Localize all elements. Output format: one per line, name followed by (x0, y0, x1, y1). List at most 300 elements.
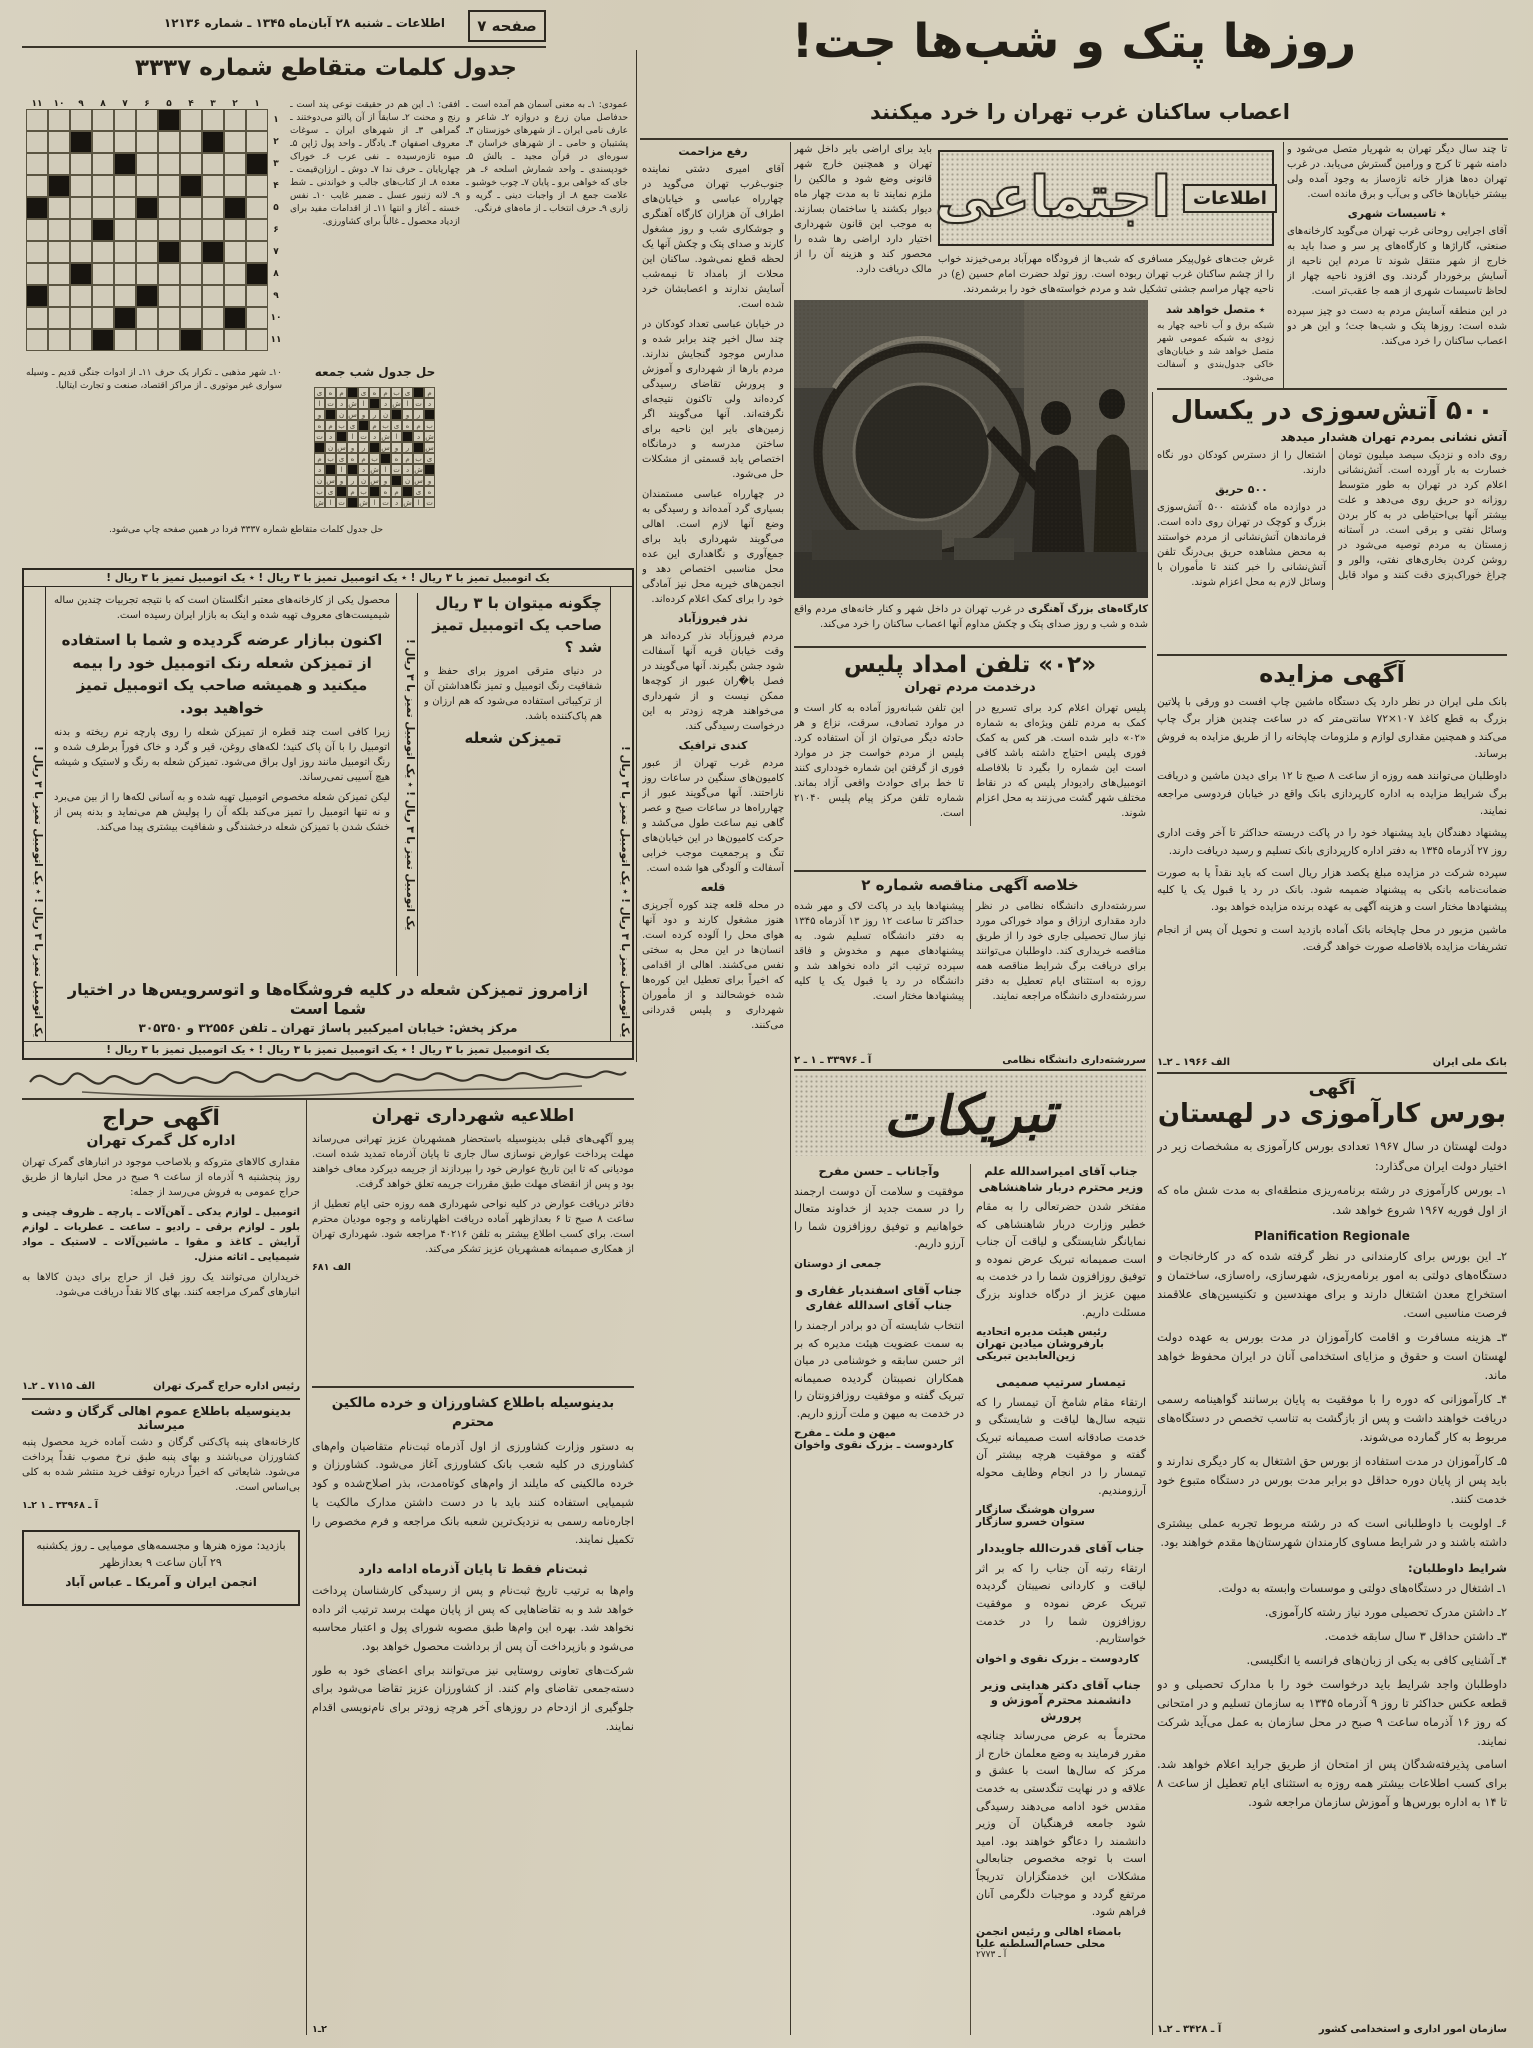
divider (22, 1398, 300, 1400)
fire-headline: ۵۰۰ آتش‌سوزی در یکسال (1170, 396, 1494, 426)
crossword-cell (347, 497, 358, 508)
crossword-cell (180, 285, 202, 307)
crossword-cell (114, 263, 136, 285)
crossword-cell (180, 263, 202, 285)
crossword-col-number: ۹ (78, 99, 84, 109)
crossword-cell: و (391, 442, 402, 453)
crossword-cell (224, 241, 246, 263)
paragraph: خریداران می‌توانند یک روز قبل از حراج برای دیدن کالاها به انبارهای گمرک مراجعه کنند. بهای کالا نقداً دریافت می‌شود. (22, 1272, 300, 1298)
ad-content (46, 587, 610, 1041)
crossword-cell (92, 329, 114, 351)
customs-footer (22, 1381, 300, 1392)
crossword-cell (413, 387, 424, 398)
police-headline: «۰۲» تلفن امداد پلیس (843, 652, 1097, 678)
crossword-cell: ی (314, 387, 325, 398)
crossword-row-number: ۵ (273, 203, 279, 213)
crossword-cell (114, 175, 136, 197)
crossword-cell (26, 263, 48, 285)
crossword-cell: ا (369, 497, 380, 508)
right-rail-notes (1287, 142, 1507, 388)
fire-lead: آتش نشانی بمردم تهران هشدار میدهد (1280, 430, 1507, 444)
poland-scholarship-ad (1157, 1078, 1507, 2035)
crossword-cell: ه (347, 453, 358, 464)
crossword-cell: ا (358, 398, 369, 409)
crossword-col-number: ۱۱ (31, 99, 43, 109)
crossword-cell (92, 285, 114, 307)
message-signature: رئیس هیئت مدیره اتحادیه بارفروشان میادین تهران (976, 1326, 1108, 1351)
crossword-cell (48, 263, 70, 285)
main-headline: روزها پتک و شب‌ها جت! (791, 14, 1357, 69)
crossword-cell: م (358, 453, 369, 464)
paragraph: در دوازده ماه گذشته ۵۰۰ آتش‌سوزی بزرگ و کوچک در تهران روی داده است. فرماندهان آتش‌نشانی از مردم خواستند به محض مشاهده حریق بی‌درنگ تلفن آتش‌نشانی را خبر کنند تا مأموران با وسائل لازم به محل اعزام شوند. (1157, 502, 1326, 588)
crossword-cell (202, 329, 224, 351)
paragraph: باید برای اراضی بایر داخل شهر تهران و همچنین خارج شهر قانونی وضع شود و مالکین را ملزم نمایند تا به مدت چهار ماه دیوار بکشند یا ساختمان بسازند. به موجب این قانون شهرداری اختیار دارد اراضی رها شده را محصور کند و هزینه آن را از مالک دریافت دارد. (794, 144, 932, 275)
police-body (794, 701, 1146, 826)
car-wash-ad (22, 568, 634, 1060)
tabrikat-messages (794, 1164, 1146, 2035)
crossword-cell (325, 464, 336, 475)
crossword-cell (369, 398, 380, 409)
crossword-cell (158, 175, 180, 197)
customs-subhead: اداره کل گمرک تهران (86, 1133, 236, 1149)
crossword-cell (224, 131, 246, 153)
paragraph: پیشنهادها باید در پاکت لاک و مهر شده حداکثر تا ساعت ۱۲ روز ۱۳ آذرماه ۱۳۴۵ به دفتر دانشگاه تسلیم شود. به پیشنهادهای مبهم و مخدوش و فاقد سپرده ترتیب اثر داده نخواهد شد و دانشگاه در رد یا قبول یک یا کلیه پیشنهادها مختار است. (794, 901, 965, 1002)
paragraph: داوطلبان می‌توانند همه روزه از ساعت ۸ صبح تا ۱۲ برای دیدن ماشین و دریافت برگ شرایط مزایده به اداره کارپردازی بانک واقع در خیابان فردوسی مراجعه نمایند. (1157, 770, 1507, 817)
message-recipient: جناب آقای امیراسدالله علم وزیر محترم دربار شاهنشاهی (978, 1164, 1144, 1194)
crossword-cell: ن (336, 409, 347, 420)
crossword-cell (92, 109, 114, 131)
crossword-cell: ا (402, 398, 413, 409)
logo-ettelaat-text: اطلاعات (1183, 184, 1277, 213)
crossword-cell (136, 153, 158, 175)
divider (1157, 654, 1507, 656)
crossword-cell (180, 219, 202, 241)
crossword-col-number: ۱ (254, 99, 260, 109)
crossword-cell: م (413, 420, 424, 431)
message-recipient: جناب آقای اسفندیار غفاری و جناب آقای اسدالله غفاری (795, 1282, 963, 1313)
tender-signature: سررشته‌داری دانشگاه نظامی (1002, 1055, 1146, 1066)
crossword-cell: ت (336, 497, 347, 508)
customs-headline: آگهی حراج (102, 1106, 220, 1131)
crossword-cell (369, 442, 380, 453)
paragraph: آقای امیری دشتی نماینده جنوب‌غرب تهران می‌گوید در چهارراه عباسی و خیابان‌های اطراف آن هزاران کارگاه آهنگری و جوشکاری شب و روز مشغول کارند و صدای پتک و چکش آنها یک لحظه قطع نمی‌شود. ساکنان این محلات از بامداد تا نیمه‌شب آسایش ندارند و اعصابشان خرد شده است. (642, 164, 784, 310)
divider (794, 870, 1146, 872)
message-recipient: وآجاناب ـ حسن مفرح (818, 1164, 940, 1178)
crossword-cell: س (348, 410, 357, 419)
tender-ref: آ ـ ۳۳۹۷۶ ـ ۱ ـ ۲ (794, 1055, 872, 1066)
divider (22, 46, 546, 48)
crossword-cell: س (414, 476, 423, 485)
crossword-cell: ش (414, 465, 423, 474)
conditions-heading: شرایط داوطلبان: (1408, 1560, 1507, 1575)
crossword-cell (424, 464, 435, 475)
tender-notice (794, 876, 1146, 1066)
logo-ejtemai-text: اجتماعی (935, 165, 1171, 230)
ad-right-column (424, 593, 602, 976)
crossword-cell: و (424, 475, 435, 486)
paragraph: سررشته‌داری دانشگاه نظامی در نظر دارد مقداری ارزاق و مواد خوراکی مورد نیاز سال تحصیلی جاری خود را از طریق مناقصه خریداری کند. داوطلبان می‌توانند برای دریافت برگ شرایط مناقصه همه روزه به استثنای ایام تعطیل به دفتر سررشته‌داری دانشگاه مراجعه نمایند. (976, 901, 1146, 1002)
ad-footer-line: ازامروز تمیزکن شعله در کلیه فروشگاه‌ها و اتوسرویس‌ها در اختیار شما است (67, 980, 589, 1018)
photo-caption-rest: در غرب تهران در داخل شهر و کنار خانه‌های مردم واقع شده و شب و روز صدای پتک و چکش مداوم آنها اعصاب ساکنان را خرد می‌کند. (794, 604, 1148, 630)
message-signature: زین‌العابدین تبریکی (976, 1350, 1076, 1363)
crossword-cell (246, 197, 268, 219)
ad-center-claim: اکنون ببازار عرضه گردیده و شما با استفاده از تمیزکن شعله رنک اتومبیل خود را بیمه میکنید و همیشه صاحب یک اتومبیل تمیز خواهید بود. (61, 631, 383, 717)
crossword-cell (391, 475, 402, 486)
crossword-cell (224, 263, 246, 285)
crossword-cell (48, 109, 70, 131)
crossword-cell: ا (380, 464, 391, 475)
crossword-cell (202, 197, 224, 219)
crossword-cell (70, 131, 92, 153)
crossword-cell (224, 219, 246, 241)
ad-title: چگونه میتوان با ۳ ریال صاحب یک اتومبیل تمیز شد ؟ (432, 594, 602, 656)
crossword-cell (158, 109, 180, 131)
crossword-cell (180, 153, 202, 175)
crossword-cell (224, 197, 246, 219)
crossword-cell: ه (391, 453, 402, 464)
crossword-cell: ا (314, 398, 325, 409)
divider (1152, 392, 1153, 2035)
crossword-down-clues (466, 99, 628, 563)
crossword-cell (114, 153, 136, 175)
paragraph: وام‌ها به ترتیب تاریخ ثبت‌نام و پس از رسیدگی کارشناسان پرداخت خواهد شد و به تقاضاهایی که پس از پایان مهلت برسد ترتیب اثر داده نخواهد شد. بهره این وام‌ها طبق مصوبه شورای پول و اعتبار محاسبه می‌شود و بازپرداخت آن پس از برداشت محصول خواهد بود. (312, 1583, 634, 1653)
tabrikat-message (976, 1541, 1146, 1664)
crossword-cell (92, 175, 114, 197)
crossword-cell (26, 153, 48, 175)
crossword-cell (180, 329, 202, 351)
visit-announcement-box (22, 1530, 300, 1606)
tender-headline: خلاصه آگهی مناقصه شماره ۲ (861, 876, 1079, 894)
crossword-row-number: ۱ (273, 115, 279, 125)
crossword-cell (424, 409, 435, 420)
message-recipient: تیمسار سرتیپ صمیمی (996, 1375, 1126, 1390)
crossword-cell: ا (347, 431, 358, 442)
crossword-cell: ی (336, 453, 347, 464)
crossword-cell: ن (325, 442, 336, 453)
crossword-cell: ب (413, 453, 424, 464)
message-body: ارتقاء رتبه آن جناب را که بر اثر لیاقت و کاردانی نصیبتان گردیده تبریک عرض نموده و موفقیت روزافزون شما را در خدمت خواستاریم. (976, 1561, 1146, 1646)
crossword-cell: ب (380, 420, 391, 431)
crossword-cell: د (380, 398, 391, 409)
crossword-cell (202, 109, 224, 131)
poland-items (1157, 1247, 1507, 1557)
lead-article-column (642, 142, 784, 1054)
paragraph: روی داده و نزدیک سیصد میلیون تومان خسارت به بار آورده است. آتش‌نشانی اعلام کرد در تهران به طور متوسط روزانه دو حریق روی می‌دهد و علت بیشتر آنها بی‌احتیاطی در به کار بردن وسائل نفتی و برقی است. در آستانه زمستان به مردم توصیه می‌شود در روشن کردن بخاری‌های نفتی، والور و چراغ خوراک‌پزی دقت کنند و مواد قابل اشتعال را از دسترس کودکان دور نگاه دارند. (1157, 450, 1507, 581)
municipality-notice (312, 1106, 634, 1382)
news-photo (794, 300, 1148, 598)
divider (794, 1069, 1146, 1071)
message-signature: ستوان خسرو سازگار (976, 1516, 1085, 1529)
crossword-cell: ت (380, 497, 391, 508)
paragraph: داوطلبان واجد شرایط باید درخواست خود را با مدارک تحصیلی و دو قطعه عکس حداکثر تا روز ۹ آذرماه ۱۳۴۵ به سازمان تسلیم و در امتحانی که روز ۱۶ آذرماه ساعت ۹ صبح در محل سازمان به عمل می‌آید شرکت نمایند. (1157, 1676, 1507, 1748)
crossword-cell: ب (358, 486, 369, 497)
latin-term: Planification Regionale (1254, 1229, 1410, 1244)
crossword-cell (26, 175, 48, 197)
crossword-cell (26, 219, 48, 241)
crossword-cell (202, 219, 224, 241)
crossword-cell: ا (413, 497, 424, 508)
crossword-row-number: ۱۱ (270, 335, 282, 345)
crossword-col-number: ۷ (122, 99, 128, 109)
paragraph: ۴ـ کارآموزانی که دوره را با موفقیت به پایان برسانند گواهینامه رسمی دریافت خواهند داشت و پس از بازگشت به تناسب تخصص در دستگاه‌های مربوط به کار گمارده می‌شوند. (1157, 1391, 1507, 1444)
fire-body (1157, 448, 1507, 590)
crossword-cell (369, 486, 380, 497)
crossword-cell: س (337, 443, 346, 452)
solution-grid (314, 387, 435, 508)
message-recipient: جناب آقای دکتر هدایتی وزیر دانشمند محترم آموزش و پرورش (980, 1677, 1142, 1723)
crossword-cell: ش (359, 498, 368, 507)
crossword-cell: ب (336, 420, 347, 431)
crossword-cell (70, 175, 92, 197)
crossword-cell: ر (402, 442, 413, 453)
crossword-cell (380, 453, 391, 464)
ad-border-right: یک اتومبیل تمیز با ۳ ریال ! ٭ یک اتومبیل تمیز با ۳ ریال ! (610, 587, 632, 1041)
crossword-cell (26, 307, 48, 329)
crossword-col-number: ۳ (210, 99, 216, 109)
crossword-cell: م (336, 387, 347, 398)
divider (312, 1386, 634, 1388)
solution-label: حل جدول شب جمعه (314, 365, 436, 379)
crossword-cell (136, 109, 158, 131)
divider (306, 1100, 307, 2035)
crossword-cell: د (402, 464, 413, 475)
crossword-cell (202, 175, 224, 197)
auction-footer (1157, 1057, 1507, 1068)
crossword-cell (114, 131, 136, 153)
crossword-cell (136, 263, 158, 285)
ad-columns (54, 593, 602, 976)
crossword-cell (158, 241, 180, 263)
congratulations-title: تبریکات (882, 1080, 1058, 1150)
crossword-cell (347, 387, 358, 398)
crossword-cell: د (424, 398, 435, 409)
handwritten-scrawl (22, 1058, 634, 1098)
crossword-cell (26, 197, 48, 219)
poland-signature: سازمان امور اداری و استخدامی کشور (1318, 2024, 1507, 2035)
crossword-cell (202, 153, 224, 175)
crossword-cell (70, 307, 92, 329)
paragraph: به دستور وزارت کشاورزی از اول آذرماه ثبت‌نام متقاضیان وام‌های کشاورزی در کلیه شعب بانک کشاورزی آغاز می‌شود. کشاورزان و خرده مالکینی که مایلند از وام‌های کوتاه‌مدت، بذر اصلاح‌شده و کود شیمیایی استفاده کنند باید با در دست داشتن مدارک مالکیت یا اجاره‌نامه رسمی به نزدیک‌ترین شعبه بانک مراجعه و فرم مخصوص را تکمیل نمایند. (312, 1439, 634, 1547)
crossword-cell (136, 175, 158, 197)
crossword-cell: م (391, 486, 402, 497)
crossword-cell: ا (336, 464, 347, 475)
crossword-cell: ه (369, 387, 380, 398)
crossword-cell: ی (402, 387, 413, 398)
crossword-cell (136, 131, 158, 153)
auction-signature: بانک ملی ایران (1432, 1057, 1507, 1068)
paragraph: ۶ـ اولویت با داوطلبانی است که در رشته مربوط تجربه عملی بیشتری داشته باشند و در شرایط مساوی کارمندان شهرستان‌ها مقدم خواهند بود. (1157, 1515, 1507, 1549)
fire-article (1157, 396, 1507, 650)
crossword-cell (136, 197, 158, 219)
crossword-cell: ر (369, 409, 380, 420)
poland-ref: آ ـ ۳۴۲۸ ـ ۲ـ۱ (1157, 2024, 1222, 2035)
crossword-cell (70, 285, 92, 307)
crossword-cell (180, 197, 202, 219)
crossword-cell: ب (424, 420, 435, 431)
poland-closing (1157, 1675, 1507, 1818)
crossword-cell: د (325, 431, 336, 442)
crossword-cell: ن (380, 409, 391, 420)
farmers-notice (312, 1394, 634, 2035)
crossword-cell: ا (325, 497, 336, 508)
crossword-cell (70, 197, 92, 219)
crossword-cell: ی (424, 453, 435, 464)
crossword-cell: ر (413, 409, 424, 420)
farmers-ref: ۲ـ۱ (312, 2024, 327, 2035)
crossword-cell (92, 219, 114, 241)
crossword-cell (224, 285, 246, 307)
crossword-cell (136, 329, 158, 351)
crossword-row-number: ۳ (273, 159, 279, 169)
paragraph: شبکه برق و آب ناحیه چهار به زودی به شبکه عمومی شهر متصل خواهد شد و خیابان‌های خاکی جدول‌بندی و آسفالت می‌شود. (1157, 321, 1274, 384)
crossword-cell (224, 329, 246, 351)
paragraph: پیشنهاد دهندگان باید پیشنهاد خود را در پاکت دربسته حداکثر تا آخر وقت اداری روز ۲۷ آذرماه ۱۳۴۵ به دفتر اداره کارپردازی بانک تسلیم و رسید دریافت دارند. (1157, 827, 1507, 857)
farmers-mid-line: ثبت‌نام فقط تا پایان آذرماه ادامه دارد (358, 1560, 588, 1576)
crossword-cell (246, 175, 268, 197)
crossword-cell: ی (347, 420, 358, 431)
crossword-cell (26, 329, 48, 351)
crossword-cell: ش (315, 498, 324, 507)
crossword-row-number: ۹ (273, 291, 279, 301)
ad-kicker: آگهی (1308, 1078, 1356, 1099)
crossword-cell: و (336, 475, 347, 486)
crossword-cell: س (425, 443, 434, 452)
crossword-cell: ب (314, 486, 325, 497)
auction-headline: آگهی مزایده (1259, 660, 1405, 688)
crossword-cell: ی (413, 486, 424, 497)
crossword-col-number: ۸ (100, 99, 106, 109)
divider (790, 142, 791, 2035)
crossword-cell: ی (358, 387, 369, 398)
paragraph: مردم غرب تهران از عبور کامیون‌های سنگین در ساعات روز ناراحتند. آنها می‌گویند عبور از چهارراه‌ها در ساعات صبح و عصر گاهی نیم ساعت طول می‌کشد و حرکت کامیون‌ها در این خیابان‌های تنگ و پرجمعیت موجب خرابی آسفالت و آلودگی هوا شده است. (642, 758, 784, 874)
poland-footer (1157, 2024, 1507, 2035)
crossword-cell (70, 219, 92, 241)
lead-article-sidebar (1157, 300, 1274, 388)
crossword-cell (26, 131, 48, 153)
tabrikat-message (794, 1164, 964, 1270)
auction-ref: الف ۱۹۶۶ ـ ۲ـ۱ (1157, 1057, 1231, 1068)
paragraph: شرکت‌های تعاونی روستایی نیز می‌توانند برای اعضای خود به طور دسته‌جمعی تقاضای وام کنند. از کشاورزان عزیز تقاضا می‌شود برای جلوگیری از ازدحام در روزهای آخر هرچه زودتر برای نام‌نویسی اقدام نمایند. (312, 1663, 634, 1733)
crossword-cell: ه (424, 486, 435, 497)
crossword-cell (26, 241, 48, 263)
paragraph: کارخانه‌های پنبه پاک‌کنی گرگان و دشت آماده خرید محصول پنبه کشاورزان می‌باشند و بهای پنبه طبق نرخ مصوب نقداً پرداخت می‌شود. شایعاتی که اخیراً درباره توقف خرید منتشر شده به کلی بی‌اساس است. (22, 1437, 300, 1493)
lead-article-column-2 (794, 142, 932, 294)
crossword-cell (224, 175, 246, 197)
crossword-cell (202, 241, 224, 263)
crossword-cell (92, 263, 114, 285)
paragraph: این تلفن شبانه‌روز آماده به کار است و در موارد تصادف، سرقت، نزاع و هر حادثه دیگر می‌توان از آن استفاده کرد. پلیس از مردم خواست جز در موارد فوری از گرفتن این شماره خودداری کنند تا خط برای حوادث واقعی آزاد بماند. شماره تلفن مرکز پیام پلیس ۲۱۰۴۰ است. (794, 703, 964, 819)
crossword-cell (246, 219, 268, 241)
paragraph: دفاتر دریافت عوارض در کلیه نواحی شهرداری همه روزه حتی ایام تعطیل از ساعت ۸ صبح تا ۶ بعدازظهر آماده دریافت اظهارنامه و وجوه مودیان محترم است. برای کسب اطلاع بیشتر به تلفن ۴۰۲۱۶ مراجعه شود. شهرداری تهران از همکاری صمیمانه همشهریان عزیز تشکر می‌کند. (312, 1199, 634, 1255)
crossword-cell: ب (325, 453, 336, 464)
crossword-cell (136, 285, 158, 307)
crossword-cell (180, 175, 202, 197)
crossword-cell: ه (402, 420, 413, 431)
farmers-headline: بدینوسیله باطلاع کشاورزان و خرده مالکین محترم (331, 1395, 615, 1430)
paragraph: محصول یکی از کارخانه‌های معتبر انگلستان است که با نتیجه تجربیات چندین ساله شیمیست‌های معروف تهیه شده و اینک به بازار ایران رسیده است. (54, 595, 390, 621)
crossword-row-number: ۴ (273, 181, 279, 191)
crossword-cell: ت (358, 431, 369, 442)
crossword-cell: د (314, 464, 325, 475)
crossword-cell (48, 153, 70, 175)
police-article (794, 652, 1146, 866)
crossword-cell (202, 263, 224, 285)
crossword-grid (26, 99, 284, 351)
municipality-ref: الف ۶۸۱ (312, 1262, 351, 1273)
paragraph: اسامی پذیرفته‌شدگان پس از امتحان از طریق جراید اعلام خواهد شد. برای کسب اطلاعات بیشتر همه روزه به استثنای ایام تعطیل از ساعت ۸ تا ۱۴ به اداره بورس‌ها و آموزش سازمان مراجعه شود. (1157, 1757, 1507, 1810)
crossword-cell: د (369, 431, 380, 442)
crossword-cell: ت (325, 398, 336, 409)
crossword-title: جدول کلمات متقاطع شماره ۳۳۳۷ (135, 55, 517, 81)
tabrikat-message (976, 1678, 1146, 1960)
crossword-cell: م (325, 420, 336, 431)
crossword-cell: ن (314, 475, 325, 486)
paragraph: در خیابان عباسی تعداد کودکان در چند سال اخیر چند برابر شده و مدارس موجود گنجایش ندارند. مردم بارها از شهرداری و آموزش و پرورش تقاضای رسیدگی کرده‌اند ولی تاکنون نتیجه‌ای نگرفته‌اند. آنها می‌گویند اگر زمین‌های بایر این ناحیه برای ساختن مدرسه و درمانگاه اختصاص یابد قسمتی از مشکلات حل می‌شود. (642, 319, 784, 480)
crossword-cell (246, 153, 268, 175)
crossword-cell (246, 285, 268, 307)
crossword-cell (202, 307, 224, 329)
crossword-cell (246, 241, 268, 263)
paragraph: لیکن تمیزکن شعله مخصوص اتومبیل تهیه شده و به آسانی لکه‌ها را از بین می‌برد و نه تنها اتومبیل را تمیز می‌کند بلکه آن را پولیش هم می‌نماید و بدنه پس از خشک شدن با تمیزکن شعله درخشندگی و شفافیت بیشتری پیدا می‌کند. (54, 792, 390, 833)
paragraph: ماشین مزبور در محل چاپخانه بانک آماده بازدید است و تحویل آن پس از انجام تشریفات مزایده بلافاصله صورت خواهد گرفت. (1157, 923, 1507, 954)
crossword-cell (158, 131, 180, 153)
crossword-cell (48, 197, 70, 219)
crossword-cell (158, 197, 180, 219)
crossword-row-number: ۱۰ (270, 313, 282, 323)
ad-border-middle: یک اتومبیل تمیز با ۳ ریال ! ٭ یک اتومبیل تمیز با ۳ ریال ! (396, 593, 418, 976)
crossword-col-number: ۲ (232, 99, 238, 109)
paragraph: سپرده شرکت در مزایده مبلغ یکصد هزار ریال است که باید نقداً یا به صورت ضمانت‌نامه بانکی به پیشنهاد ضمیمه شود. بانک در رد یا قبول یک یا کلیه پیشنهادها مختار است و هزینه آگهی به عهده برنده مزایده خواهد بود. (1157, 866, 1507, 914)
crossword-note: حل جدول کلمات متقاطع شماره ۳۳۳۷ فردا در همین صفحه چاپ می‌شود. (108, 525, 384, 535)
auction-notice (1157, 660, 1507, 1068)
crossword-col-number: ۶ (144, 99, 150, 109)
crossword-cell (391, 409, 402, 420)
crossword-cell: ت (413, 398, 424, 409)
tabrikat-message (794, 1283, 964, 1452)
paragraph: غرش جت‌های غول‌پیکر مسافری که شب‌ها از فرودگاه مهرآباد برمی‌خیزند خواب را از چشم ساکنان غرب تهران ربوده است. روز تولد حضرت امام حسین (ع) در ناحیه چهار مراسم جشنی تشکیل شد و مردم خواسته‌های خود را برشمردند. (938, 254, 1274, 295)
paragraph: ۱ـ اشتغال در دستگاه‌های دولتی و موسسات وابسته به دولت. (1218, 1580, 1507, 1595)
crossword-cell (246, 307, 268, 329)
crossword-cell (158, 153, 180, 175)
crossword-cell: ر (347, 475, 358, 486)
crossword-cell (202, 285, 224, 307)
crossword-cell (158, 307, 180, 329)
crossword-cell: ش (403, 498, 412, 507)
crossword-cell: م (424, 387, 435, 398)
crossword-cell (92, 197, 114, 219)
poland-headline: بورس کارآموزی در لهستان (1157, 1099, 1507, 1129)
crossword-cell (136, 219, 158, 241)
paragraph: در این منطقه آسایش مردم به دست دو چیز سپرده شده است: روزها پتک و شب‌ها جت؛ و این هر دو اعصاب ساکنان را خرد می‌کند. (1287, 306, 1507, 347)
crossword-cell (114, 307, 136, 329)
crossword-cell (180, 241, 202, 263)
tender-footer (794, 1055, 1146, 1066)
crossword-cell (48, 241, 70, 263)
product-name: تمیزکن شعله (464, 729, 562, 748)
crossword-cell: ا (391, 431, 402, 442)
message-signature: سروان هوشنگ سازگار (976, 1504, 1095, 1517)
crossword-cell: ر (358, 442, 369, 453)
photo-caption (794, 602, 1148, 644)
crossword-cell (224, 153, 246, 175)
paragraph: ۲ـ این بورس برای کارمندانی در نظر گرفته شده که در کارخانجات و دستگاه‌های دولتی به امور برنامه‌ریزی، شهرسازی، راه‌سازی، ساختمان و استخراج معدن اشتغال دارند و برای مهندسین و تکنیسین‌های علاقمند فرصت مناسبی است. (1157, 1249, 1507, 1321)
crossword-cell (136, 307, 158, 329)
crossword-cell (413, 442, 424, 453)
crossword-cell: و (402, 409, 413, 420)
message-body: موفقیت و سلامت آن دوست ارجمند را در سمت جدید از خداوند متعال خواهانیم و توفیق روزافزون شما را آرزو داریم. (794, 1184, 964, 1251)
paragraph: مقداری کالاهای متروکه و بلاصاحب موجود در انبارهای گمرک تهران روز پنجشنبه ۹ آذرماه از ساعت ۹ صبح در محل انبارها از طریق حراج عمومی به فروش می‌رسد از جمله: (22, 1157, 300, 1198)
paragraph: در دنیای مترقی امروز برای حفظ و شفافیت رنگ اتومبیل و تمیز نگاهداشتن آن از ترکیباتی استفاده می‌شود که هم ارزان و هم پاک‌کننده باشد. (424, 666, 602, 723)
